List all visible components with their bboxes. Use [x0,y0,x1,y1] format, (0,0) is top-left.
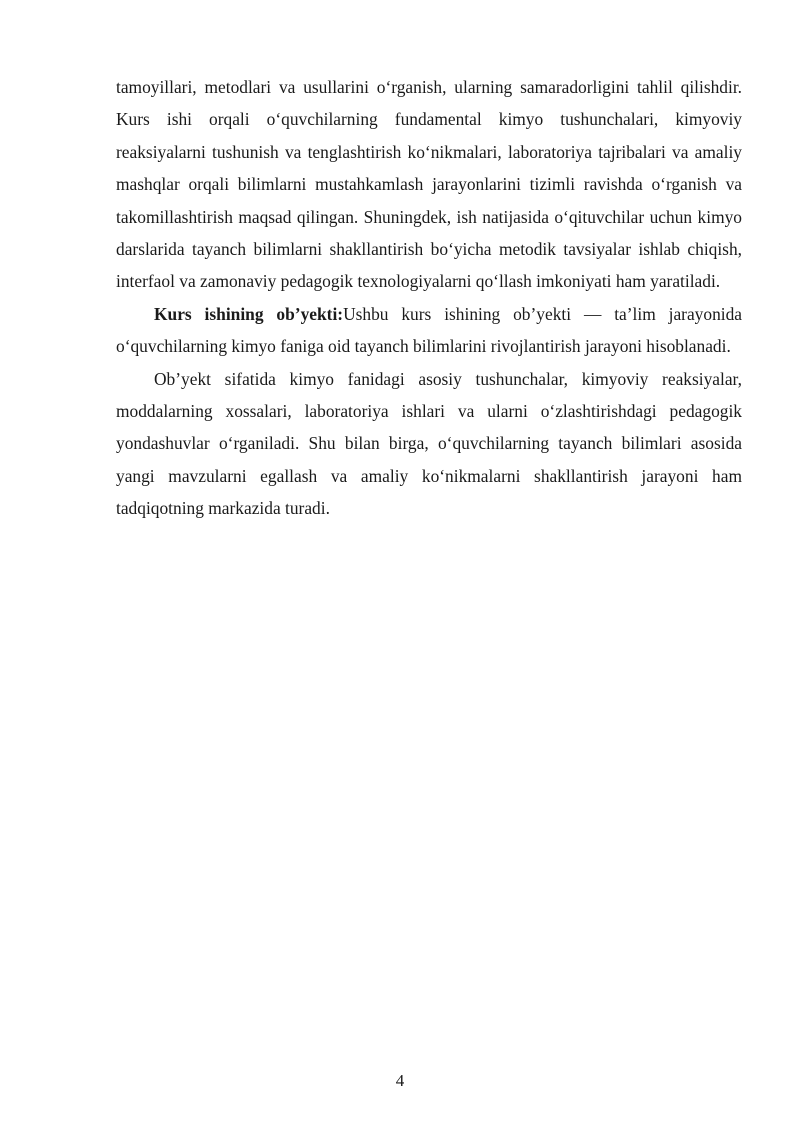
paragraph-object-definition [116,298,742,363]
paragraph-object-details: Ob’yekt sifatida kimyo fanidagi asosiy tushunchalar, kimyoviy reaksiyalar, moddalarning xossalari, laboratoriya ishlari va ularni o‘zlashtirishdagi pedagogik yondashuvlar o‘rganiladi. Shu bilan birga, o‘quvchilarning tayanch bilimlari asosida yangi mavzularni egallash va amaliy ko‘nikmalarni shakllantirish jarayoni ham tadqiqotning markazida turadi. [116,368,742,519]
object-heading: Kurs ishining ob’yekti: [154,303,344,324]
object-definition-text: Ushbu kurs ishining ob’yekti — ta’lim jarayonida o‘quvchilarning kimyo faniga oid tayanch bilimlarini rivojlantirish jarayoni hisoblanadi. [116,303,743,357]
page-number: 4 [395,1071,405,1090]
body-text [116,71,742,525]
paragraph-continuation: tamoyillari, metodlari va usullarini o‘rganish, ularning samaradorligini tahlil qilishdir. Kurs ishi orqali o‘quvchilarning fundamental kimyo tushunchalari, kimyoviy reaksiyalarni tushunish va tenglashtirish ko‘nikmalari, laboratoriya tajribalari va amaliy mashqlar orqali bilimlarni mustahkamlash jarayonlarini tizimli ravishda o‘rganish va takomillashtirish maqsad qilingan. Shuningdek, ish natijasida o‘qituvchilar uchun kimyo darslarida tayanch bilimlarni shakllantirish bo‘yicha metodik tavsiyalar ishlab chiqish, interfaol va zamonaviy pedagogik texnologiyalarni qo‘llash imkoniyati ham yaratiladi. [116,77,742,292]
